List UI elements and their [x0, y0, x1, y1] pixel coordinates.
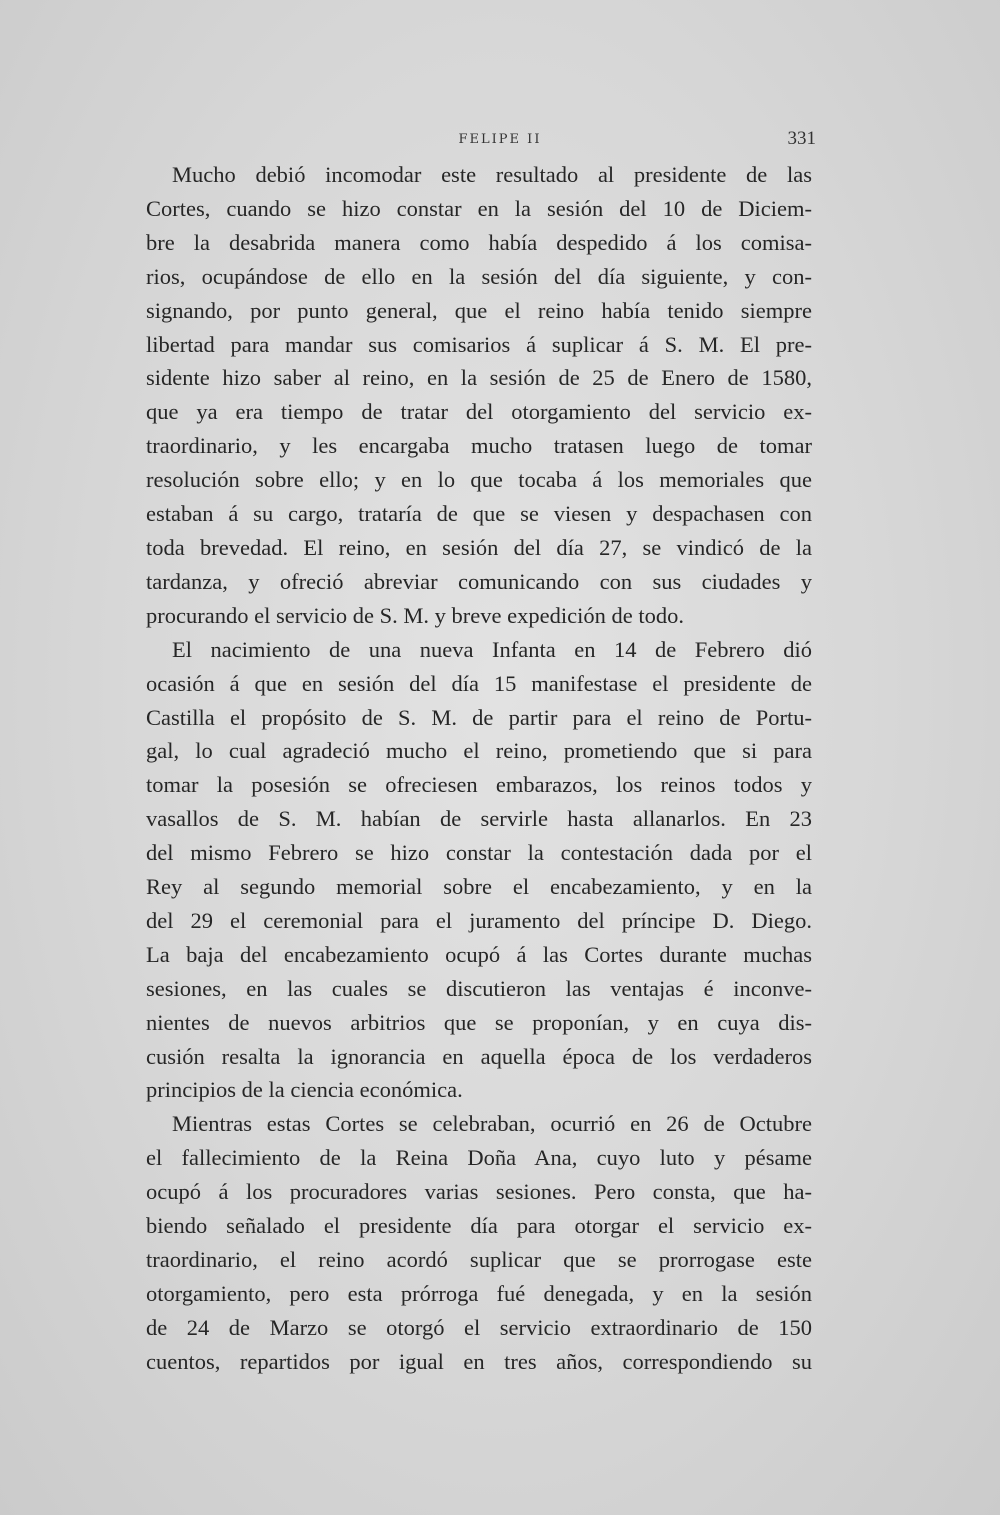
text-line: traordinario, el reino acordó suplicar que se prorrogase este: [146, 1247, 812, 1272]
text-line: tomar la posesión se ofreciesen embarazos, los reinos todos y: [146, 772, 812, 798]
text-line: Mucho debió incomodar este resultado al presidente de las: [172, 162, 812, 187]
text-line: otorgamiento, pero esta prórroga fué denegada, y en la sesión: [146, 1280, 812, 1306]
text-line: principios de la ciencia económica.: [146, 1077, 463, 1103]
text-line: que ya era tiempo de tratar del otorgamiento del servicio ex-: [146, 399, 812, 425]
text-line: toda brevedad. El reino, en sesión del día 27, se vindicó de la: [146, 534, 812, 560]
text-line: del mismo Febrero se hizo constar la contestación dada por el: [146, 840, 812, 866]
text-line: resolución sobre ello; y en lo que tocaba á los memoriales que: [146, 467, 812, 493]
text-line: Rey al segundo memorial sobre el encabezamiento, y en la: [146, 874, 812, 900]
text-line: vasallos de S. M. habían de servirle hasta allanarlos. En 23: [146, 806, 812, 832]
text-line: Castilla el propósito de S. M. de partir para el reino de Portu-: [146, 704, 812, 730]
text-line: procurando el servicio de S. M. y breve expedición de todo.: [146, 602, 684, 628]
text-line: cusión resalta la ignorancia en aquella época de los verdaderos: [146, 1043, 812, 1069]
text-line: el fallecimiento de la Reina Doña Ana, cuyo luto y pésame: [146, 1145, 812, 1171]
text-line: libertad para mandar sus comisarios á suplicar á S. M. El pre-: [146, 331, 812, 357]
text-line: biendo señalado el presidente día para otorgar el servicio ex-: [146, 1213, 812, 1239]
text-line: El nacimiento de una nueva Infanta en 14 de Febrero dió: [172, 636, 812, 662]
text-line: tardanza, y ofreció abreviar comunicando con sus ciudades y: [146, 568, 812, 594]
text-line: sidente hizo saber al reino, en la sesión de 25 de Enero de 1580,: [146, 365, 812, 391]
text-line: traordinario, y les encargaba mucho tratasen luego de tomar: [146, 433, 812, 459]
text-line: del 29 el ceremonial para el juramento del príncipe D. Diego.: [146, 907, 812, 933]
running-head: [0, 128, 1000, 152]
body-text: [146, 158, 812, 1379]
text-line: signando, por punto general, que el reino había tenido siempre: [146, 297, 812, 323]
text-line: Mientras estas Cortes se celebraban, ocurrió en 26 de Octubre: [172, 1111, 812, 1137]
text-line: cuentos, repartidos por igual en tres años, correspondiendo su: [146, 1348, 812, 1374]
text-line: sesiones, en las cuales se discutieron las ventajas é inconve-: [146, 975, 812, 1001]
text-line: Cortes, cuando se hizo constar en la sesión del 10 de Diciem-: [146, 195, 812, 221]
text-line: nientes de nuevos arbitrios que se proponían, y en cuya dis-: [146, 1009, 812, 1035]
text-line: estaban á su cargo, trataría de que se viesen y despachasen con: [146, 501, 812, 527]
text-line: ocasión á que en sesión del día 15 manifestase el presidente de: [146, 670, 812, 696]
text-line: La baja del encabezamiento ocupó á las Cortes durante muchas: [146, 941, 812, 967]
page-number: 331: [787, 128, 816, 149]
text-line: gal, lo cual agradeció mucho el reino, prometiendo que si para: [146, 738, 812, 764]
text-line: ocupó á los procuradores varias sesiones. Pero consta, que ha-: [146, 1179, 812, 1205]
text-line: de 24 de Marzo se otorgó el servicio extraordinario de 150: [146, 1314, 812, 1340]
text-line: bre la desabrida manera como había despedido á los comisa-: [146, 229, 812, 255]
running-title: FELIPE II: [458, 132, 542, 147]
text-line: rios, ocupándose de ello en la sesión del día siguiente, y con-: [146, 263, 812, 289]
